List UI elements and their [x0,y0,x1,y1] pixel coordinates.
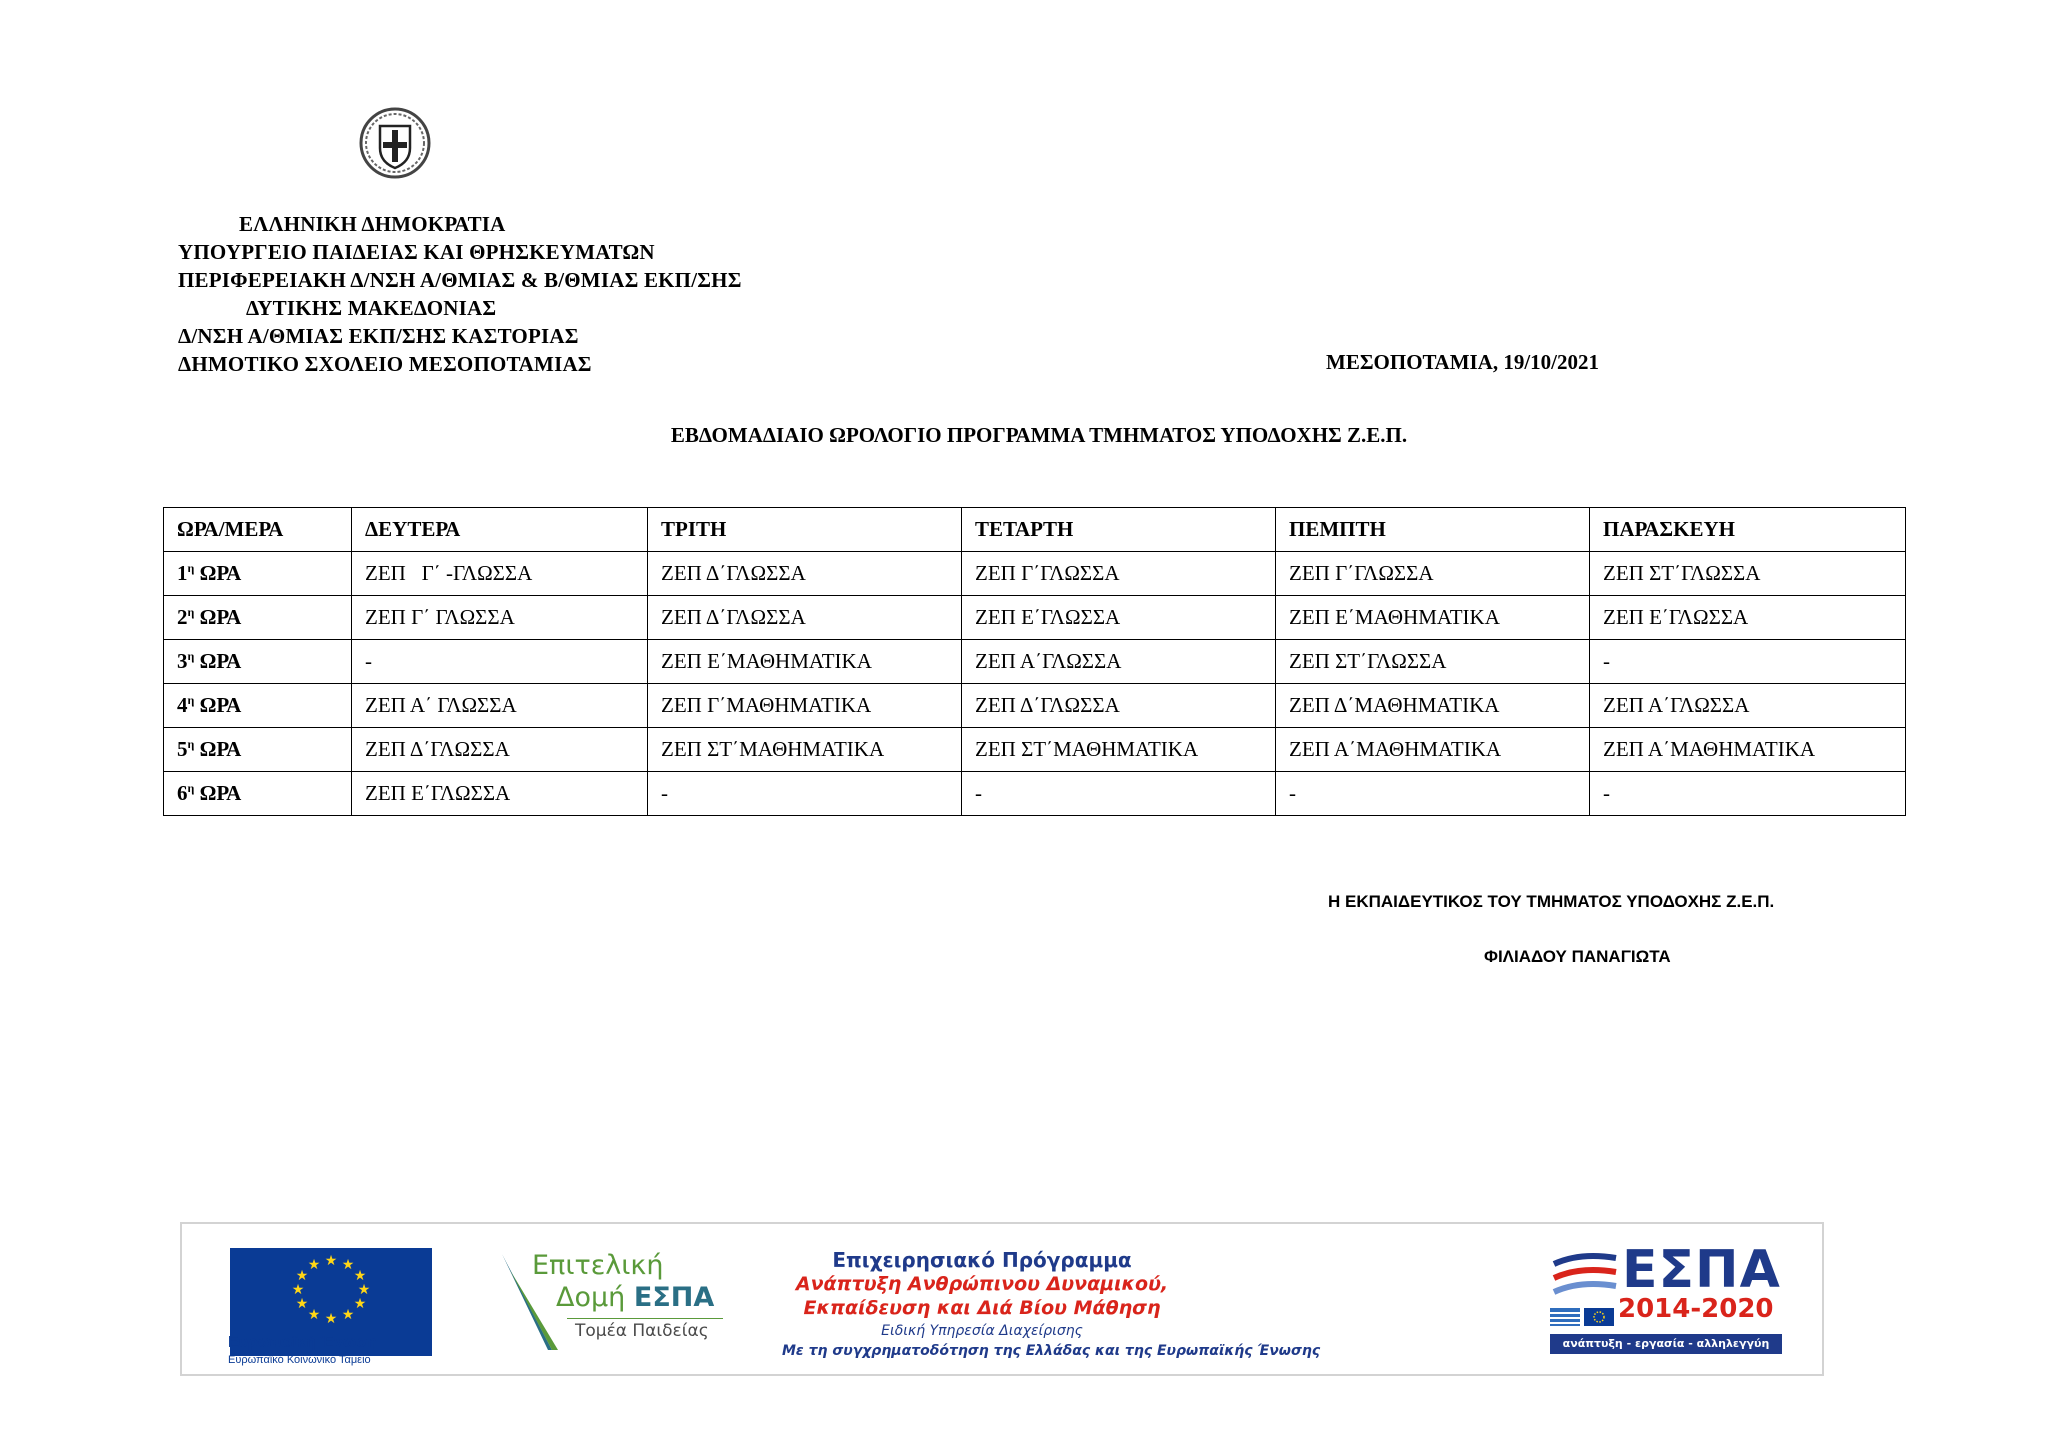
table-row [164,728,1906,772]
lesson-cell: ΖΕΠ Ε΄ΜΑΘΗΜΑΤΙΚΑ [648,640,962,684]
hour-label: ΩΡΑ [194,781,242,805]
lesson-cell: ΖΕΠ Γ΄ ΓΛΩΣΣΑ [352,596,648,640]
lesson-cell: - [1590,772,1906,816]
header-line-directorate: Δ/ΝΣΗ Α/ΘΜΙΑΣ ΕΚΠ/ΣΗΣ ΚΑΣΤΟΡΙΑΣ [178,324,579,348]
document-title: ΕΒΔΟΜΑΔΙΑΙΟ ΩΡΟΛΟΓΙΟ ΠΡΟΓΡΑΜΜΑ ΤΜΗΜΑΤΟΣ ΥΠΟΔΟΧΗΣ Ζ.Ε.Π. [670,423,1408,447]
table-header-row [164,508,1906,552]
lesson-cell: ΖΕΠ ΣΤ΄ΜΑΘΗΜΑΤΙΚΑ [648,728,962,772]
header-line-school: ΔΗΜΟΤΙΚΟ ΣΧΟΛΕΙΟ ΜΕΣΟΠΟΤΑΜΙΑΣ [178,352,592,376]
hour-ordinal: η [187,561,195,575]
header-line-region: ΔΥΤΙΚΗΣ ΜΑΚΕΔΟΝΙΑΣ [246,296,497,320]
issuer-header [178,210,742,378]
column-header: ΠΕΜΠΤΗ [1276,508,1590,552]
column-header: ΤΕΤΑΡΤΗ [962,508,1276,552]
column-header: ΤΡΙΤΗ [648,508,962,552]
table-row [164,684,1906,728]
lesson-cell: - [962,772,1276,816]
espa-acronym: ΕΣΠΑ [1622,1240,1781,1300]
hour-cell [164,772,352,816]
lesson-cell: ΖΕΠ Γ΄ΓΛΩΣΣΑ [962,552,1276,596]
column-header: ΠΑΡΑΣΚΕΥΗ [1590,508,1906,552]
header-line-ministry: ΥΠΟΥΡΓΕΙΟ ΠΑΙΔΕΙΑΣ ΚΑΙ ΘΡΗΣΚΕΥΜΑΤΩΝ [178,240,655,264]
funding-banner [180,1222,1824,1376]
hour-number: 2 [177,605,188,629]
svg-text:★: ★ [341,1307,355,1323]
table-row [164,640,1906,684]
lesson-cell: ΖΕΠ Γ΄ΓΛΩΣΣΑ [1276,552,1590,596]
lesson-cell: - [352,640,648,684]
espa-logo [1550,1240,1786,1358]
table-row [164,772,1906,816]
hour-number: 6 [177,781,188,805]
lesson-cell: ΖΕΠ Γ΄ΜΑΘΗΜΑΤΙΚΑ [648,684,962,728]
lesson-cell: ΖΕΠ Γ΄ -ΓΛΩΣΣΑ [352,552,648,596]
esp-subtitle: Τομέα Παιδείας [567,1318,723,1341]
op-name-line2: Εκπαίδευση και Διά Βίου Μάθηση [803,1297,1161,1319]
signatory-role: Η ΕΚΠΑΙΔΕΥΤΙΚΟΣ ΤΟΥ ΤΜΗΜΑΤΟΣ ΥΠΟΔΟΧΗΣ Ζ.Ε.Π. [1328,892,1775,911]
svg-text:★: ★ [307,1257,321,1273]
greek-eu-flags-icon [1550,1308,1614,1326]
hour-label: ΩΡΑ [194,737,242,761]
eu-name: Ευρωπαϊκή Ένωση [228,1334,377,1351]
lesson-cell: ΖΕΠ Ε΄ΓΛΩΣΣΑ [962,596,1276,640]
esp-title-line1: Επιτελική [532,1250,664,1281]
header-line-regional-directorate: ΠΕΡΙΦΕΡΕΙΑΚΗ Δ/ΝΣΗ Α/ΘΜΙΑΣ & Β/ΘΜΙΑΣ ΕΚΠ/ΣΗΣ [178,268,742,292]
hour-cell [164,596,352,640]
hour-cell [164,552,352,596]
hour-number: 3 [177,649,188,673]
svg-text:★: ★ [353,1268,367,1284]
hour-label: ΩΡΑ [194,649,242,673]
eu-fund-name: Ευρωπαϊκό Κοινωνικό Ταμείο [228,1354,371,1366]
place-and-date: ΜΕΣΟΠΟΤΑΜΙΑ, 19/10/2021 [1326,350,1600,374]
column-header: ΔΕΥΤΕΡΑ [352,508,648,552]
hour-number: 5 [177,737,188,761]
lesson-cell: ΖΕΠ Δ΄ΓΛΩΣΣΑ [648,552,962,596]
hour-label: ΩΡΑ [194,561,242,585]
lesson-cell: ΖΕΠ Α΄ΜΑΘΗΜΑΤΙΚΑ [1590,728,1906,772]
hour-label: ΩΡΑ [194,693,242,717]
lesson-cell: ΖΕΠ Α΄ΓΛΩΣΣΑ [962,640,1276,684]
hour-number: 1 [177,561,188,585]
lesson-cell: ΖΕΠ Α΄ΜΑΘΗΜΑΤΙΚΑ [1276,728,1590,772]
espa-period: 2014-2020 [1618,1294,1774,1324]
op-title: Επιχειρησιακό Πρόγραμμα [832,1248,1132,1272]
lesson-cell: ΖΕΠ Δ΄ΜΑΘΗΜΑΤΙΚΑ [1276,684,1590,728]
lesson-cell: ΖΕΠ Ε΄ΓΛΩΣΣΑ [352,772,648,816]
lesson-cell: ΖΕΠ ΣΤ΄ΓΛΩΣΣΑ [1276,640,1590,684]
lesson-cell: ΖΕΠ Α΄ΓΛΩΣΣΑ [1590,684,1906,728]
lesson-cell: ΖΕΠ Ε΄ΓΛΩΣΣΑ [1590,596,1906,640]
esp-title-acronym: ΕΣΠΑ [633,1282,715,1313]
svg-text:★: ★ [307,1307,321,1323]
hour-ordinal: η [187,737,195,751]
column-header: ΩΡΑ/ΜΕΡΑ [164,508,352,552]
hour-ordinal: η [187,781,195,795]
hour-label: ΩΡΑ [194,605,242,629]
header-line-republic: ΕΛΛΗΝΙΚΗ ΔΗΜΟΚΡΑΤΙΑ [239,212,506,236]
eu-stars-icon [230,1248,432,1330]
hour-number: 4 [177,693,188,717]
lesson-cell: ΖΕΠ ΣΤ΄ΜΑΘΗΜΑΤΙΚΑ [962,728,1276,772]
svg-text:★: ★ [341,1257,355,1273]
op-managing-authority: Ειδική Υπηρεσία Διαχείρισης [881,1323,1083,1339]
greek-emblem-icon [358,106,432,180]
svg-text:★: ★ [291,1282,305,1298]
op-cofunding-note: Με τη συγχρηματοδότηση της Ελλάδας και της Ευρωπαϊκής Ένωσης [782,1343,1321,1359]
svg-text:★: ★ [353,1296,367,1312]
svg-text:★: ★ [324,1253,338,1269]
weekly-schedule-table [163,507,1906,816]
signatory-name: ΦΙΛΙΑΔΟΥ ΠΑΝΑΓΙΩΤΑ [1484,947,1671,966]
svg-text:★: ★ [295,1296,309,1312]
esp-title-word: Δομή [556,1282,634,1313]
svg-text:★: ★ [295,1268,309,1284]
table-row [164,552,1906,596]
svg-text:★: ★ [357,1282,371,1298]
lesson-cell: ΖΕΠ Δ΄ΓΛΩΣΣΑ [352,728,648,772]
operational-programme [782,1248,1321,1359]
op-name-line1: Ανάπτυξη Ανθρώπινου Δυναμικού, [795,1273,1169,1295]
lesson-cell: ΖΕΠ ΣΤ΄ΓΛΩΣΣΑ [1590,552,1906,596]
lesson-cell: ΖΕΠ Δ΄ΓΛΩΣΣΑ [962,684,1276,728]
espa-slogan: ανάπτυξη - εργασία - αλληλεγγύη [1550,1334,1782,1354]
hour-ordinal: η [187,693,195,707]
lesson-cell: - [1276,772,1590,816]
hour-cell [164,728,352,772]
svg-text:★: ★ [324,1311,338,1327]
lesson-cell: ΖΕΠ Ε΄ΜΑΘΗΜΑΤΙΚΑ [1276,596,1590,640]
lesson-cell: ΖΕΠ Α΄ ΓΛΩΣΣΑ [352,684,648,728]
table-row [164,596,1906,640]
lesson-cell: - [648,772,962,816]
hour-ordinal: η [187,605,195,619]
hour-cell [164,640,352,684]
espa-wave-icon [1550,1250,1620,1310]
lesson-cell: - [1590,640,1906,684]
lesson-cell: ΖΕΠ Δ΄ΓΛΩΣΣΑ [648,596,962,640]
hour-cell [164,684,352,728]
hour-ordinal: η [187,649,195,663]
esp-title-line2 [556,1282,714,1313]
